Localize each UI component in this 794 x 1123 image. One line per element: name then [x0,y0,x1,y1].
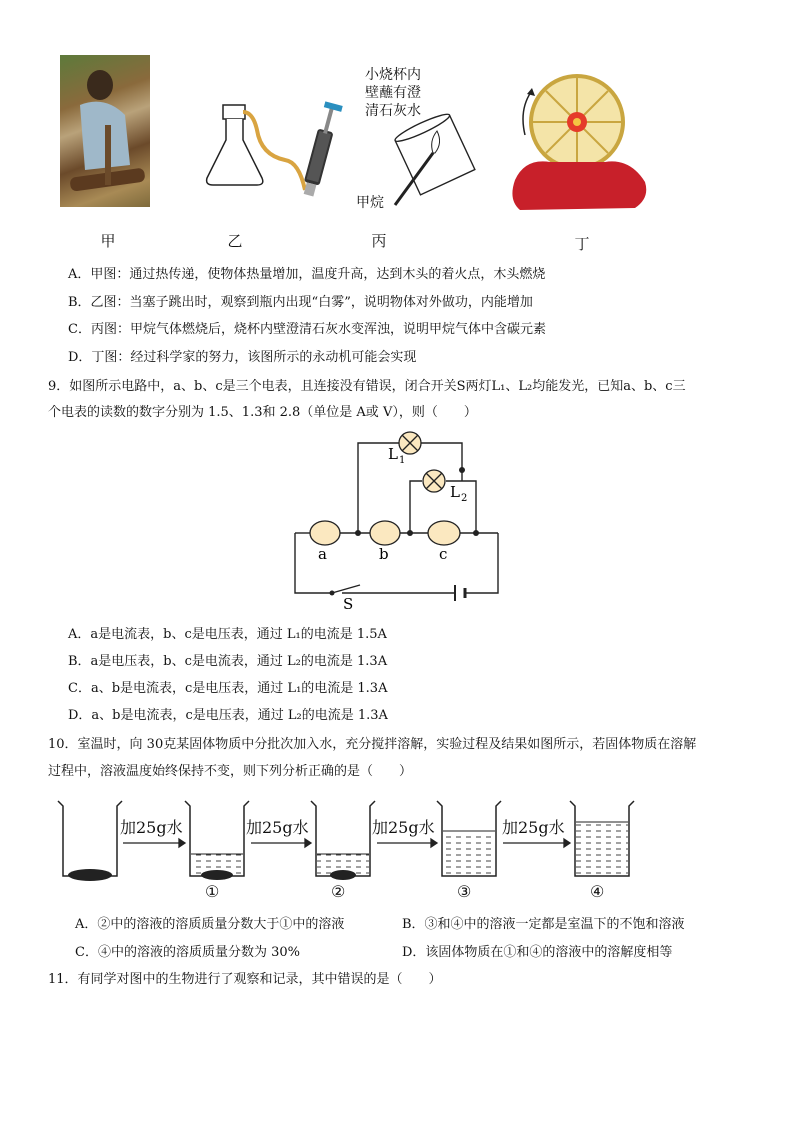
q10-stem-line-2: 过程中，溶液温度始终保持不变，则下列分析正确的是（ ） [48,764,413,779]
beaker-label-2: ② [331,882,346,901]
perpetual-motion-wheel [505,70,655,225]
meter-b-label: b [379,545,389,563]
q10-option-a: A．②中的溶液的溶质质量分数大于①中的溶液 [75,917,345,932]
caption-ding: 丁 [574,235,590,253]
q8-option-b: B．乙图：当塞子跳出时，观察到瓶内出现“白雾”，说明物体对外做功，内能增加 [68,295,533,310]
beaker-label-1: ① [205,882,220,901]
methane-label: 甲烷 [356,195,384,211]
q10-option-b: B．③和④中的溶液一定都是室温下的不饱和溶液 [402,917,685,932]
meter-a-label: a [318,545,327,563]
caption-bing: 丙 [371,232,387,250]
q9-stem-line-1: 9．如图所示电路中，a、b、c是三个电表，且连接没有错误，闭合开关S两灯L₁、L₂均能发光，已知a、b、c三 [48,379,686,394]
lamp-l2-label: L [450,483,460,501]
arrow-label-3: 加25g水 [372,818,435,837]
q8-option-c: C．丙图：甲烷气体燃烧后，烧杯内壁澄清石灰水变浑浊，说明甲烷气体中含碳元素 [68,322,546,337]
q10-stem-line-1: 10．室温时，向 30克某固体物质中分批次加入水，充分搅拌溶解，实验过程及结果如图所示，若固体物质在溶解 [48,737,697,752]
beaker-sequence-diagram [55,798,645,908]
q8-option-d: D．丁图：经过科学家的努力，该图所示的永动机可能会实现 [68,350,417,365]
lamp-l2-sub: 2 [461,493,468,504]
q11-stem-line-1: 11．有同学对图中的生物进行了观察和记录，其中错误的是（ ） [48,972,442,987]
arrow-label-2: 加25g水 [246,818,309,837]
photo-drilling-wood-fire [60,55,150,207]
meter-c-label: c [439,545,448,563]
q9-option-b: B．a是电压表，b、c是电流表，通过 L₂的电流是 1.3A [68,654,388,669]
arrow-label-4: 加25g水 [502,818,565,837]
caption-jia: 甲 [100,232,116,250]
caption-yi: 乙 [227,232,243,250]
lamp-l1-sub: 1 [399,455,406,466]
note-line-3: 清石灰水 [365,103,421,119]
beaker-label-4: ④ [590,882,605,901]
lamp-l1-label: L [388,445,398,463]
q9-option-a: A．a是电流表，b、c是电压表，通过 L₁的电流是 1.5A [68,627,387,642]
note-line-1: 小烧杯内 [365,67,421,83]
q9-option-c: C．a、b是电流表，c是电压表，通过 L₁的电流是 1.3A [68,681,388,696]
q10-option-c: C．④中的溶液的溶质质量分数为 30% [75,945,300,960]
person-illustration [60,55,150,207]
note-line-2: 壁蘸有澄 [365,85,421,101]
q9-stem-line-2: 个电表的读数的数字分别为 1.5、1.3和 2.8（单位是 A或 V），则（ ） [48,405,477,420]
q8-option-a: A．甲图：通过热传递，使物体热量增加，温度升高，达到木头的着火点，木头燃烧 [68,267,546,282]
arrow-label-1: 加25g水 [120,818,183,837]
q10-option-d: D．该固体物质在①和④的溶液中的溶解度相等 [402,945,673,960]
switch-s-label: S [343,595,354,613]
circuit-diagram [280,425,510,615]
flask-pump-diagram [195,100,355,220]
q9-option-d: D．a、b是电流表，c是电压表，通过 L₂的电流是 1.3A [68,708,388,723]
beaker-label-3: ③ [457,882,472,901]
